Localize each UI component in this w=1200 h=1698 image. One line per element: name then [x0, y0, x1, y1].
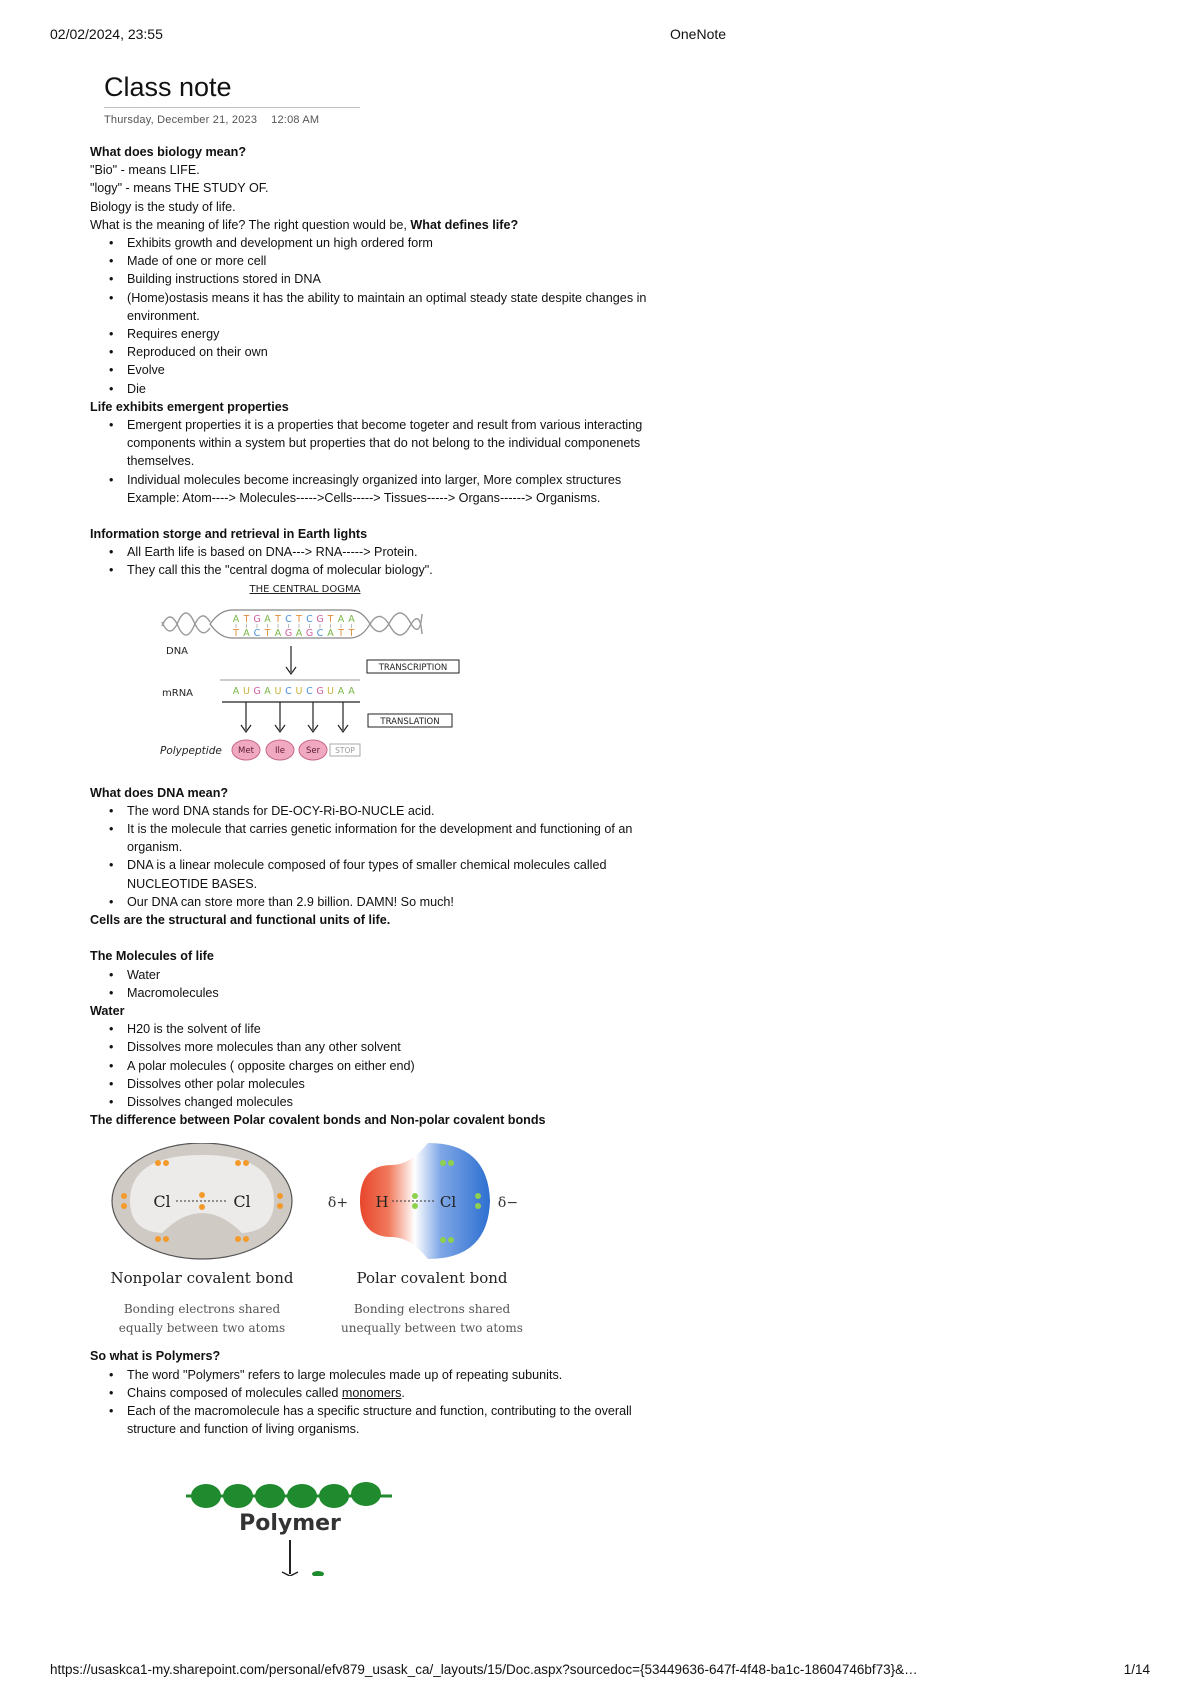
print-datetime: 02/02/2024, 23:55: [50, 26, 163, 42]
polar-subtitle-2: unequally between two atoms: [341, 1321, 523, 1336]
list-item: • A polar molecules ( opposite charges on either end): [127, 1057, 670, 1075]
nucleotide-base: U: [327, 685, 334, 697]
list-item: • Individual molecules become increasingly organized into larger, More complex structures: [127, 471, 670, 489]
nucleotide-base: A: [264, 685, 271, 697]
list-item: • Requires energy: [127, 325, 670, 343]
dna-list: [90, 802, 670, 911]
nucleotide-base: A: [264, 613, 271, 625]
nucleotide-base: A: [348, 613, 355, 625]
list-item: • Dissolves changed molecules: [127, 1093, 670, 1111]
heading-biology: What does biology mean?: [90, 145, 247, 159]
nonpolar-molecule: [110, 1143, 293, 1335]
translation-label: TRANSLATION: [380, 716, 440, 727]
nucleotide-base: A: [232, 613, 240, 625]
note-time: 12:08 AM: [271, 114, 320, 126]
amino-acid-ile: [266, 740, 294, 760]
nucleotide-base: T: [338, 627, 344, 639]
nucleotide-base: G: [253, 613, 261, 625]
list-item: • DNA is a linear molecule composed of four types of smaller chemical molecules called NUCLEOTIDE BASES.: [127, 856, 670, 892]
spacer: [90, 507, 670, 525]
nucleotide-base: C: [316, 627, 324, 639]
mrna-label: mRNA: [162, 687, 194, 699]
heading-dna: What does DNA mean?: [90, 785, 229, 800]
nucleotide-base: A: [243, 627, 250, 639]
list-item: • The word DNA stands for DE-OCY-Ri-BO-NUCLE acid.: [127, 802, 670, 820]
nucleotide-base: A: [337, 685, 345, 697]
note-title-block: [104, 72, 360, 126]
text-line: Biology is the study of life.: [90, 199, 236, 214]
list-item: • Evolve: [127, 361, 670, 379]
dna-label: DNA: [166, 645, 189, 657]
text-line: "logy" - means THE STUDY OF.: [90, 181, 269, 196]
print-app-name: OneNote: [670, 26, 727, 42]
polymer-drawing: [182, 1476, 402, 1576]
nonpolar-subtitle-1: Bonding electrons shared: [123, 1302, 281, 1317]
list-item: • (Home)ostasis means it has the ability to maintain an optimal steady state despite changes in environment.: [127, 289, 670, 325]
polar-molecule: [328, 1143, 523, 1335]
nucleotide-base: T: [348, 627, 355, 639]
hydrogen-atom: H: [375, 1193, 389, 1212]
list-item: • Die: [127, 380, 670, 398]
amino-acid-label: Ser: [305, 745, 321, 756]
nucleotide-base: A: [274, 627, 282, 639]
list-item: • Macromolecules: [127, 984, 670, 1002]
print-footer: [50, 1662, 1150, 1682]
nucleotide-base: G: [316, 685, 324, 697]
dna-helix-right-2: [370, 613, 422, 632]
list-item: • Our DNA can store more than 2.9 billion. DAMN! So much!: [127, 893, 670, 911]
nucleotide-base: C: [306, 685, 313, 697]
note-title[interactable]: Class note: [104, 72, 360, 108]
list-item: • Each of the macromolecule has a specific structure and function, contributing to the overall structure and function of living organisms.: [127, 1402, 670, 1438]
nucleotide-base: T: [327, 613, 334, 625]
heading-water: Water: [90, 1003, 125, 1018]
page-number: 1/14: [1123, 1662, 1150, 1677]
central-dogma-figure: [160, 582, 500, 778]
dna-helix-right: [370, 616, 422, 635]
nucleotide-base: A: [295, 627, 303, 639]
delta-plus-label: δ+: [327, 1195, 349, 1212]
info-list: [90, 543, 670, 579]
polar-subtitle-1: Bonding electrons shared: [353, 1302, 511, 1317]
heading-emergent: Life exhibits emergent properties: [90, 399, 289, 414]
dna-top-strand: [233, 614, 356, 625]
transcription-label: TRANSCRIPTION: [378, 662, 448, 673]
mrna-strand: [233, 686, 356, 697]
emergent-example: Example: Atom----> Molecules----->Cells-----> Tissues-----> Organs------> Organisms.: [127, 490, 601, 505]
page-url[interactable]: https://usaskca1-my.sharepoint.com/personal/efv879_usask_ca/_layouts/15/Doc.aspx?sourcedoc={53449636-647f-4f48-ba1c-18604746bf73}&…: [50, 1662, 918, 1677]
list-item: • Reproduced on their own: [127, 343, 670, 361]
spacer: [90, 929, 670, 947]
cells-statement: Cells are the structural and functional units of life.: [90, 913, 391, 928]
list-item: [127, 1384, 670, 1402]
amino-acid-label: Met: [238, 745, 254, 756]
nucleotide-base: G: [305, 627, 314, 639]
text-span: .: [401, 1385, 405, 1400]
amino-acid-ser: [299, 740, 327, 760]
heading-polymers: So what is Polymers?: [90, 1349, 221, 1364]
text-line: "Bio" - means LIFE.: [90, 163, 200, 178]
list-item: • H20 is the solvent of life: [127, 1020, 670, 1038]
nonpolar-subtitle-2: equally between two atoms: [118, 1321, 286, 1336]
nucleotide-base: T: [275, 613, 281, 625]
stop-codon: [330, 744, 360, 756]
nucleotide-base: G: [316, 613, 324, 625]
covalent-bonds-figure: [110, 1143, 550, 1343]
polymers-list: [90, 1366, 670, 1439]
list-item: • They call this the "central dogma of molecular biology".: [127, 561, 670, 579]
nucleotide-base: A: [348, 685, 355, 697]
nucleotide-base: A: [337, 613, 345, 625]
nucleotide-base: C: [285, 613, 292, 625]
monomers-link[interactable]: monomers: [341, 1385, 402, 1400]
life-definition-list: [90, 234, 670, 398]
heading-molecules: The Molecules of life: [90, 949, 214, 964]
text-line: [90, 216, 670, 234]
note-timestamp: [104, 114, 360, 126]
list-item: • Exhibits growth and development un high ordered form: [127, 234, 670, 252]
nucleotide-base: T: [233, 627, 239, 639]
polar-chlorine-atom: Cl: [439, 1193, 457, 1212]
list-item: • The word "Polymers" refers to large molecules made up of repeating subunits.: [127, 1366, 670, 1384]
nucleotide-base: A: [327, 627, 334, 639]
list-item: • All Earth life is based on DNA---> RNA-----> Protein.: [127, 543, 670, 561]
chlorine-atom-left: Cl: [153, 1192, 171, 1212]
nucleotide-base: U: [274, 685, 282, 697]
nucleotide-base: U: [243, 685, 250, 697]
nucleotide-base: T: [264, 627, 271, 639]
print-header: [50, 26, 1150, 46]
nucleotide-base: T: [296, 613, 302, 625]
nucleotide-base: G: [253, 685, 261, 697]
list-item: • Made of one or more cell: [127, 252, 670, 270]
list-item: • Dissolves more molecules than any other solvent: [127, 1038, 670, 1056]
nucleotide-base: C: [306, 613, 313, 625]
text-span: What is the meaning of life? The right question would be,: [90, 217, 411, 232]
nonpolar-title: Nonpolar covalent bond: [110, 1269, 294, 1288]
stop-label: STOP: [335, 745, 355, 755]
nucleotide-base: U: [295, 685, 303, 697]
polar-title: Polar covalent bond: [356, 1269, 508, 1288]
amino-acid-label: Ile: [274, 745, 286, 756]
list-item: • Building instructions stored in DNA: [127, 270, 670, 288]
bond-difference-heading: The difference between Polar covalent bonds and Non-polar covalent bonds: [90, 1113, 546, 1128]
delta-minus-label: δ−: [497, 1195, 519, 1212]
translation-arrows: [222, 702, 360, 732]
nucleotide-base: C: [285, 685, 292, 697]
molecules-list: [90, 966, 670, 1002]
emergent-list: [90, 416, 670, 489]
nucleotide-base: C: [253, 627, 261, 639]
dogma-title: THE CENTRAL DOGMA: [249, 583, 361, 595]
dna-bottom-strand: [232, 628, 355, 639]
note-content[interactable]: [90, 143, 670, 1576]
text-span: Chains composed of molecules called: [127, 1385, 342, 1400]
list-item: • Water: [127, 966, 670, 984]
list-item: • Emergent properties it is a properties that become togeter and result from various interacting components within a system but properties that do not belong to the individual componenets themselves.: [127, 416, 670, 471]
polymer-label: Polymer: [239, 1511, 341, 1537]
nucleotide-base: T: [243, 613, 250, 625]
note-date: Thursday, December 21, 2023: [104, 114, 258, 126]
amino-acid-met: [232, 740, 260, 760]
text-span-bold: What defines life?: [410, 217, 519, 232]
water-list: [90, 1020, 670, 1111]
list-item: • It is the molecule that carries genetic information for the development and functioning of an organism.: [127, 820, 670, 856]
heading-information: Information storge and retrieval in Earth lights: [90, 527, 368, 542]
nucleotide-base: A: [232, 685, 240, 697]
chlorine-atom-right: Cl: [233, 1192, 251, 1212]
polypeptide-label: Polypeptide: [160, 744, 222, 757]
nucleotide-base: G: [284, 627, 293, 639]
list-item: • Dissolves other polar molecules: [127, 1075, 670, 1093]
